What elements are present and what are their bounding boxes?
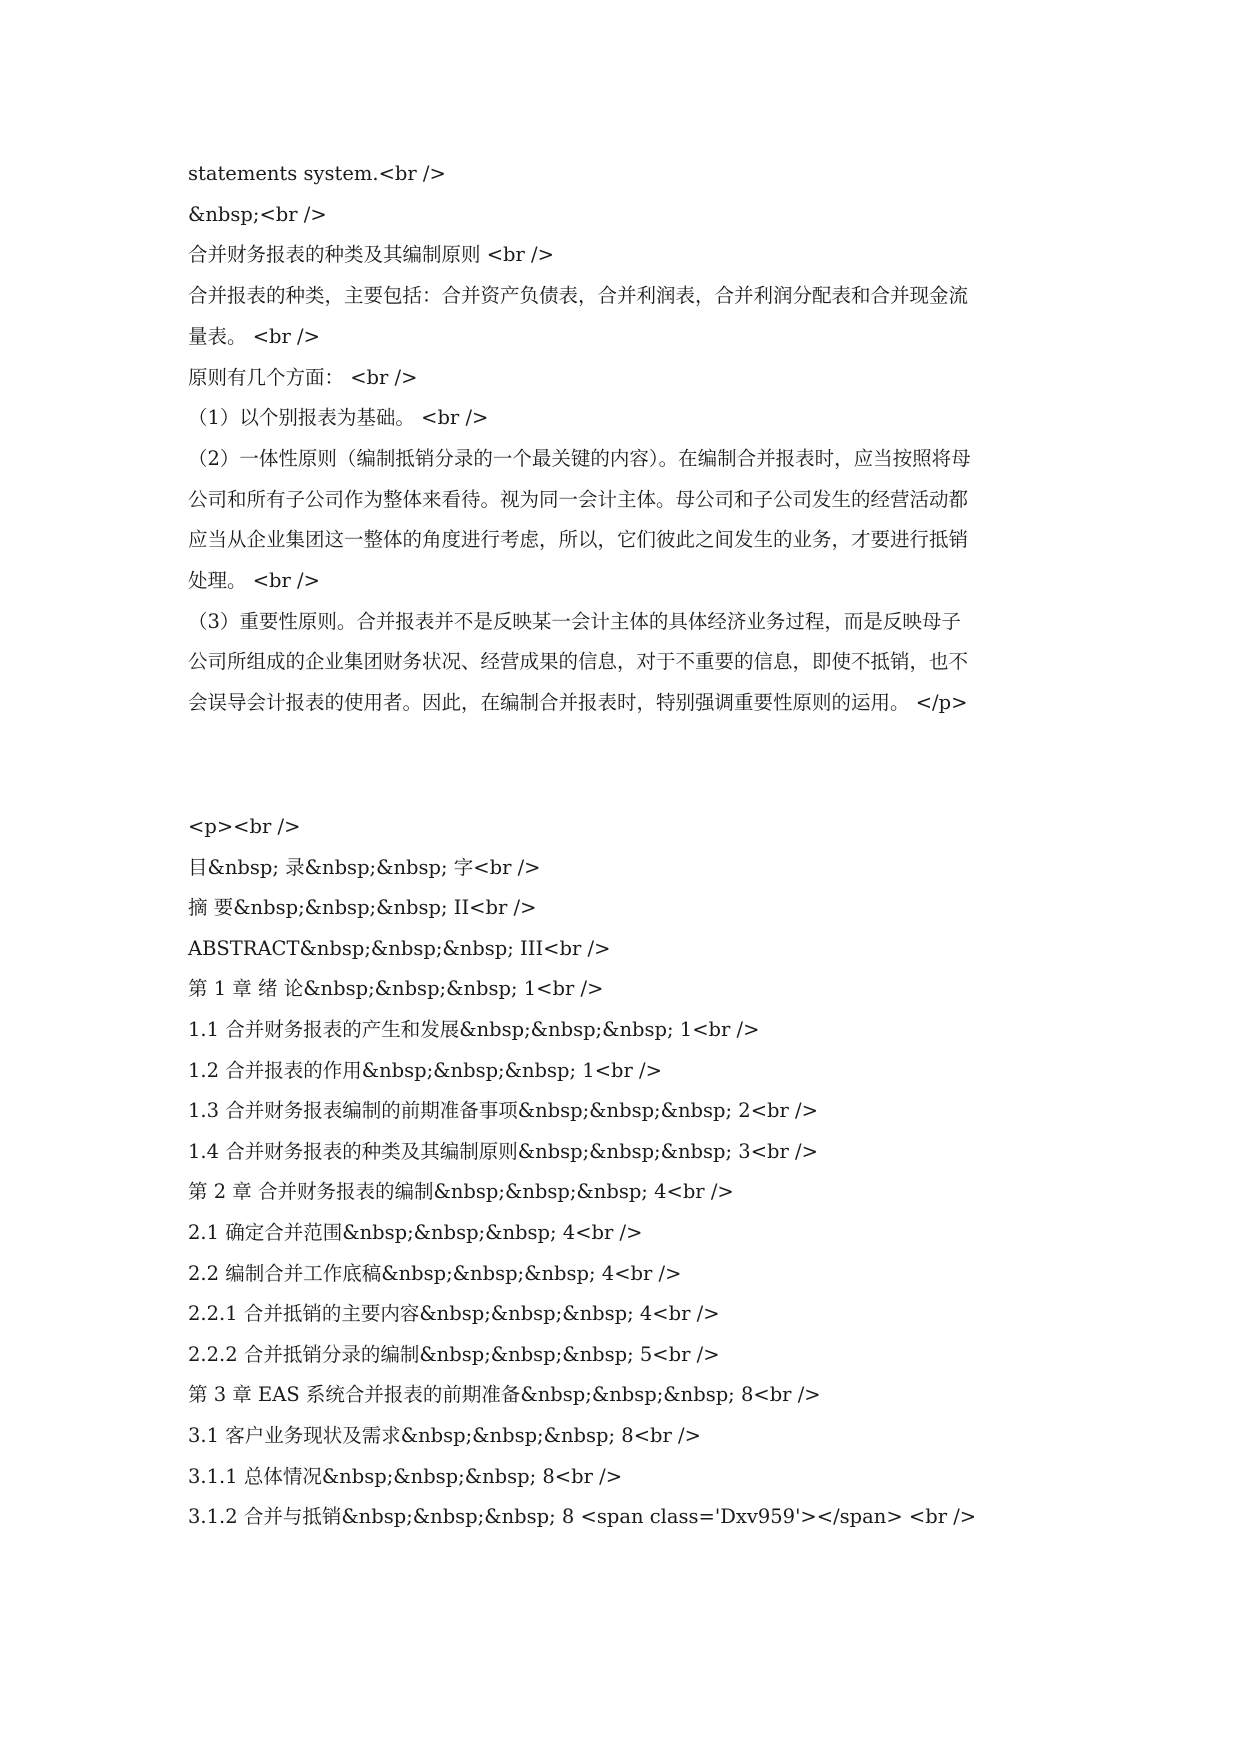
- toc-entry: 3.1.1 总体情况&nbsp;&nbsp;&nbsp; 8<br />: [188, 1464, 623, 1488]
- text-line: 原则有几个方面： <br />: [188, 365, 418, 389]
- text-line: statements system.<br />: [188, 162, 446, 185]
- text-line: 处理。 <br />: [188, 569, 320, 593]
- text-line: 应当从企业集团这一整体的角度进行考虑，所以，它们彼此之间发生的业务，才要进行抵销: [188, 528, 969, 552]
- toc-entry: ABSTRACT&nbsp;&nbsp;&nbsp; III<br />: [188, 936, 611, 960]
- section-heading: 合并财务报表的种类及其编制原则 <br />: [188, 243, 554, 267]
- text-line: 会误导会计报表的使用者。因此，在编制合并报表时，特别强调重要性原则的运用。 </p>: [188, 691, 968, 715]
- table-of-contents: [188, 807, 1068, 1538]
- toc-entry: 第 1 章 绪 论&nbsp;&nbsp;&nbsp; 1<br />: [188, 977, 604, 1001]
- toc-entry: 1.1 合并财务报表的产生和发展&nbsp;&nbsp;&nbsp; 1<br />: [188, 1017, 760, 1041]
- body-text-block: [188, 154, 1068, 724]
- text-line: 合并报表的种类，主要包括：合并资产负债表，合并利润表，合并利润分配表和合并现金流: [188, 284, 969, 308]
- toc-entry: 1.3 合并财务报表编制的前期准备事项&nbsp;&nbsp;&nbsp; 2<br />: [188, 1099, 818, 1123]
- toc-entry: 第 2 章 合并财务报表的编制&nbsp;&nbsp;&nbsp; 4<br />: [188, 1180, 734, 1204]
- toc-entry: 摘 要&nbsp;&nbsp;&nbsp; II<br />: [188, 896, 537, 920]
- toc-entry: 2.2.1 合并抵销的主要内容&nbsp;&nbsp;&nbsp; 4<br />: [188, 1302, 720, 1326]
- toc-entry: 1.2 合并报表的作用&nbsp;&nbsp;&nbsp; 1<br />: [188, 1058, 662, 1082]
- toc-entry: 3.1 客户业务现状及需求&nbsp;&nbsp;&nbsp; 8<br />: [188, 1423, 701, 1447]
- toc-entry: 2.2.2 合并抵销分录的编制&nbsp;&nbsp;&nbsp; 5<br />: [188, 1342, 720, 1366]
- toc-entry: 1.4 合并财务报表的种类及其编制原则&nbsp;&nbsp;&nbsp; 3<br />: [188, 1139, 818, 1163]
- toc-entry: 2.1 确定合并范围&nbsp;&nbsp;&nbsp; 4<br />: [188, 1220, 643, 1244]
- toc-entry: 第 3 章 EAS 系统合并报表的前期准备&nbsp;&nbsp;&nbsp; 8<br />: [188, 1383, 821, 1407]
- toc-entry: 2.2 编制合并工作底稿&nbsp;&nbsp;&nbsp; 4<br />: [188, 1261, 682, 1285]
- text-line: 公司所组成的企业集团财务状况、经营成果的信息，对于不重要的信息，即使不抵销，也不: [188, 650, 969, 674]
- toc-title: 目&nbsp; 录&nbsp;&nbsp; 字<br />: [188, 855, 541, 879]
- toc-line: <p><br />: [188, 815, 301, 838]
- text-line: （1）以个别报表为基础。 <br />: [188, 406, 489, 430]
- toc-entry: 3.1.2 合并与抵销&nbsp;&nbsp;&nbsp; 8 <span class='Dxv959'></span> <br />: [188, 1505, 977, 1529]
- text-line: &nbsp;<br />: [188, 202, 327, 226]
- text-line: 量表。 <br />: [188, 324, 320, 348]
- text-line: （3）重要性原则。合并报表并不是反映某一会计主体的具体经济业务过程，而是反映母子: [188, 609, 961, 633]
- text-line: 公司和所有子公司作为整体来看待。视为同一会计主体。母公司和子公司发生的经营活动都: [188, 487, 969, 511]
- text-line: （2）一体性原则（编制抵销分录的一个最关键的内容）。在编制合并报表时，应当按照将母: [188, 446, 971, 470]
